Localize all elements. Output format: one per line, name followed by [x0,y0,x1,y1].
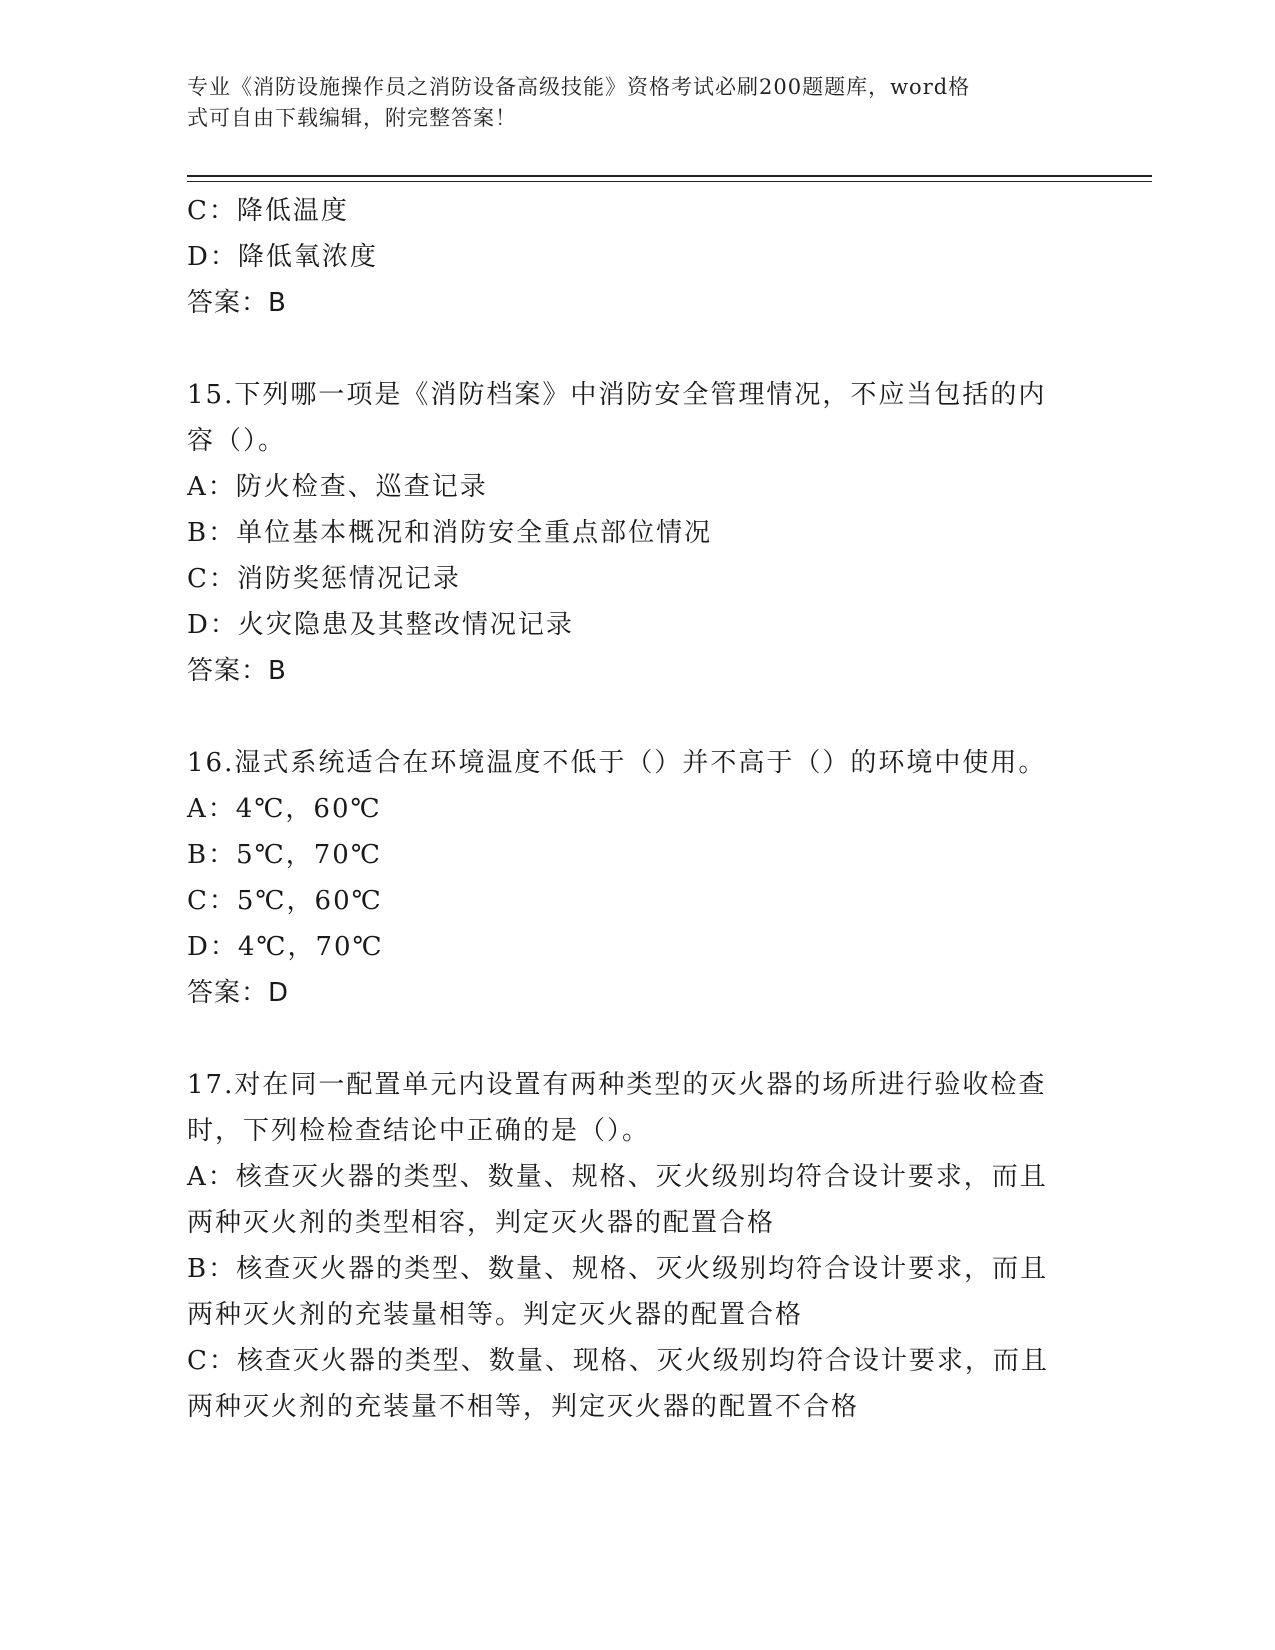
option-a: A：防火检查、巡查记录 [187,472,488,502]
question-stem-continued: 容（）。 [187,426,287,456]
question-content [187,188,1077,1430]
option-c: C：消防奖惩情况记录 [187,564,461,594]
header-title-line-2: 式可自由下载编辑，附完整答案！ [187,106,517,130]
spacer [187,1016,1077,1062]
answer-line: 答案：D [187,978,290,1008]
question-stem: 15.下列哪一项是《消防档案》中消防安全管理情况，不应当包括的内 [187,380,1047,410]
option-d: D：4℃，70℃ [187,932,384,962]
option-b-continued: 两种灭火剂的充装量相等。判定灭火器的配置合格 [187,1300,804,1330]
option-d: D：降低氧浓度 [187,242,378,272]
option-c: C：降低温度 [187,196,349,226]
option-b: B：单位基本概况和消防安全重点部位情况 [187,518,713,548]
header-divider-thin [187,181,1152,182]
question-16 [187,740,1077,1016]
question-15 [187,372,1077,694]
option-a-continued: 两种灭火剂的类型相容，判定灭火器的配置合格 [187,1208,776,1238]
option-d: D：火灾隐患及其整改情况记录 [187,610,574,640]
option-c: C：5℃，60℃ [187,886,383,916]
answer-line: 答案：B [187,656,287,686]
spacer [187,694,1077,740]
spacer [187,326,1077,372]
option-a: A：4℃，60℃ [187,794,382,824]
header-title-line-1: 专业《消防设施操作员之消防设备高级技能》资格考试必刷200题题库，word格 [187,75,971,99]
option-b: B：5℃，70℃ [187,840,382,870]
option-c-continued: 两种灭火剂的充装量不相等，判定灭火器的配置不合格 [187,1392,860,1422]
question-stem: 17.对在同一配置单元内设置有两种类型的灭火器的场所进行验收检查 [187,1070,1047,1100]
page-header [187,72,1067,134]
option-a: A：核查灭火器的类型、数量、规格、灭火级别均符合设计要求，而且 [187,1162,1048,1192]
option-b: B：核查灭火器的类型、数量、规格、灭火级别均符合设计要求，而且 [187,1254,1049,1284]
answer-line: 答案：B [187,288,287,318]
question-14-continued [187,188,1077,326]
option-c: C：核查灭火器的类型、数量、现格、灭火级别均符合设计要求，而且 [187,1346,1049,1376]
question-17 [187,1062,1077,1430]
question-stem-continued: 时，下列检检查结论中正确的是（）。 [187,1116,651,1146]
question-stem: 16.湿式系统适合在环境温度不低于（）并不高于（）的环境中使用。 [187,748,1047,778]
header-divider-thick [187,175,1152,177]
